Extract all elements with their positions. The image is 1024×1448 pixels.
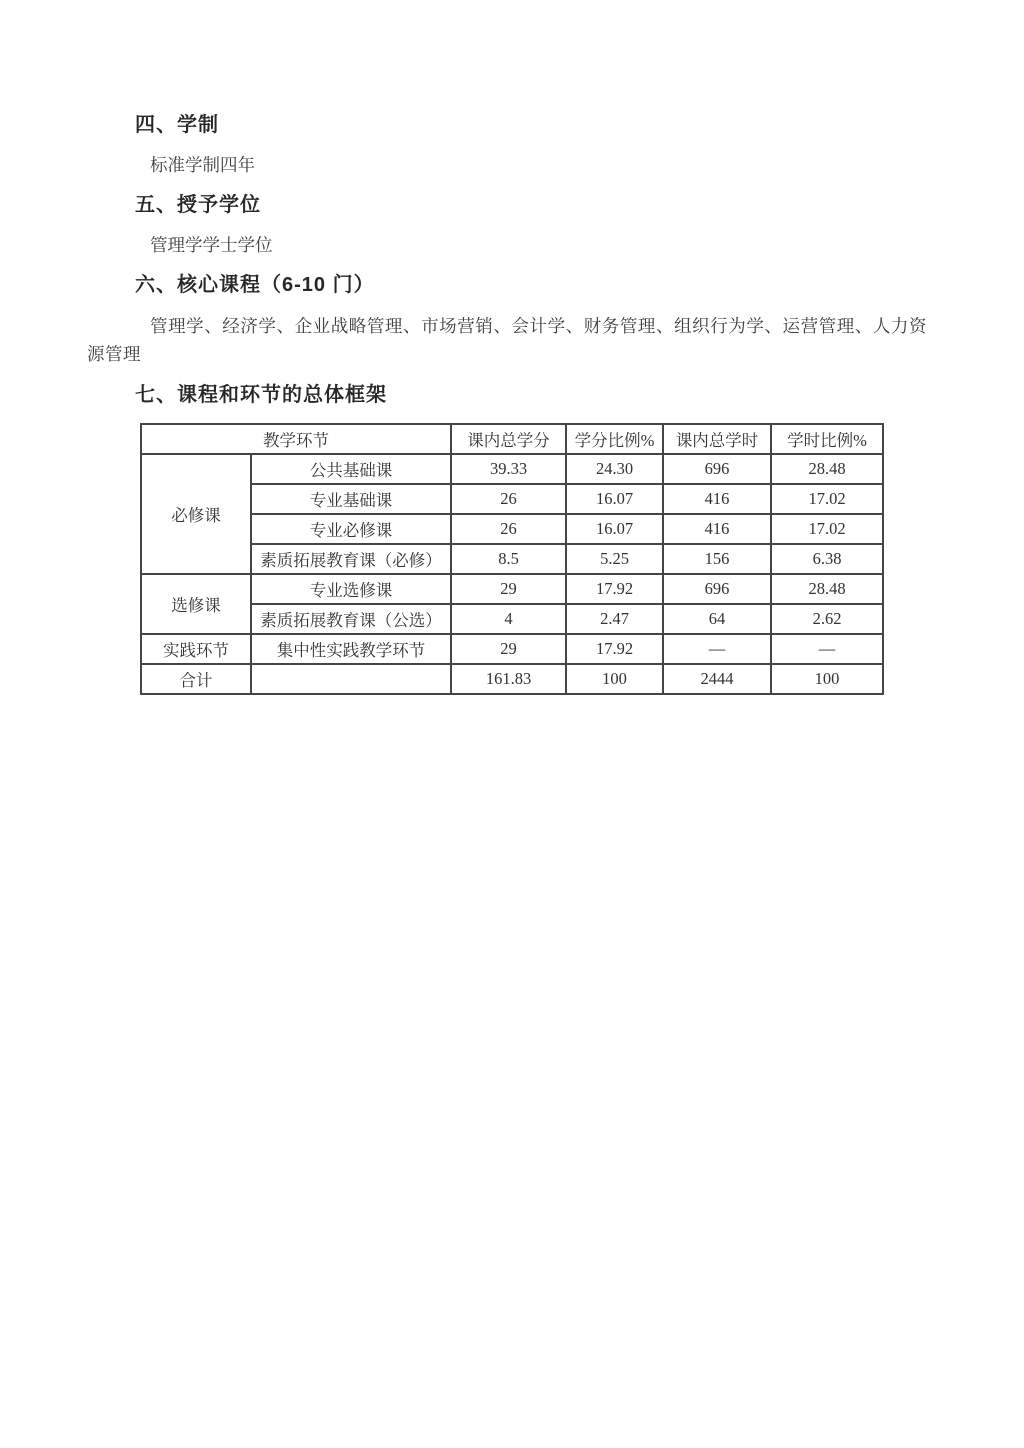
row-group-label-elective: 选修课 bbox=[141, 574, 251, 634]
credits-cell: 26 bbox=[451, 514, 566, 544]
table-row bbox=[141, 454, 883, 484]
framework-table bbox=[140, 423, 884, 695]
header-cell-credit-percent: 学分比例% bbox=[566, 424, 663, 454]
course-name-cell: 专业基础课 bbox=[251, 484, 451, 514]
credit-pct-cell: 2.47 bbox=[566, 604, 663, 634]
credits-cell: 8.5 bbox=[451, 544, 566, 574]
table-header-row bbox=[141, 424, 883, 454]
header-cell-teaching-segment: 教学环节 bbox=[141, 424, 451, 454]
total-label-cell: 合计 bbox=[141, 664, 251, 694]
credits-cell: 26 bbox=[451, 484, 566, 514]
course-name-cell: 专业选修课 bbox=[251, 574, 451, 604]
credits-cell: 29 bbox=[451, 634, 566, 664]
table-total-row bbox=[141, 664, 883, 694]
hour-pct-cell: 28.48 bbox=[771, 574, 883, 604]
row-group-label-practice: 实践环节 bbox=[141, 634, 251, 664]
section-7-heading: 七、课程和环节的总体框架 bbox=[135, 384, 387, 406]
hour-pct-cell: 2.62 bbox=[771, 604, 883, 634]
row-group-label-required: 必修课 bbox=[141, 454, 251, 574]
section-5-heading: 五、授予学位 bbox=[135, 194, 261, 216]
hours-cell: 696 bbox=[663, 574, 771, 604]
header-cell-total-credits: 课内总学分 bbox=[451, 424, 566, 454]
hour-pct-cell: 17.02 bbox=[771, 484, 883, 514]
hours-cell: 416 bbox=[663, 484, 771, 514]
table-row bbox=[141, 544, 883, 574]
header-cell-total-hours: 课内总学时 bbox=[663, 424, 771, 454]
credit-pct-cell: 24.30 bbox=[566, 454, 663, 484]
hours-cell: 64 bbox=[663, 604, 771, 634]
table-row bbox=[141, 514, 883, 544]
table-row bbox=[141, 634, 883, 664]
section-5-body: 管理学学士学位 bbox=[150, 235, 273, 255]
hour-pct-cell: — bbox=[771, 634, 883, 664]
hours-cell: 696 bbox=[663, 454, 771, 484]
credit-pct-cell: 5.25 bbox=[566, 544, 663, 574]
course-name-cell: 公共基础课 bbox=[251, 454, 451, 484]
total-credits-cell: 161.83 bbox=[451, 664, 566, 694]
hour-pct-cell: 6.38 bbox=[771, 544, 883, 574]
total-hours-cell: 2444 bbox=[663, 664, 771, 694]
section-4-body: 标准学制四年 bbox=[150, 155, 255, 175]
total-credit-pct-cell: 100 bbox=[566, 664, 663, 694]
course-name-cell: 素质拓展教育课（必修） bbox=[251, 544, 451, 574]
section-6-body: 管理学、经济学、企业战略管理、市场营销、会计学、财务管理、组织行为学、运营管理、人力资源管理 bbox=[87, 316, 927, 364]
table-row bbox=[141, 574, 883, 604]
header-cell-hour-percent: 学时比例% bbox=[771, 424, 883, 454]
credit-pct-cell: 16.07 bbox=[566, 514, 663, 544]
table-row bbox=[141, 604, 883, 634]
credit-pct-cell: 17.92 bbox=[566, 634, 663, 664]
hours-cell: 156 bbox=[663, 544, 771, 574]
course-name-cell: 专业必修课 bbox=[251, 514, 451, 544]
course-name-cell: 集中性实践教学环节 bbox=[251, 634, 451, 664]
section-6-heading: 六、核心课程（6-10 门） bbox=[135, 274, 375, 296]
credits-cell: 39.33 bbox=[451, 454, 566, 484]
credit-pct-cell: 17.92 bbox=[566, 574, 663, 604]
credits-cell: 4 bbox=[451, 604, 566, 634]
hour-pct-cell: 28.48 bbox=[771, 454, 883, 484]
hours-cell: — bbox=[663, 634, 771, 664]
hours-cell: 416 bbox=[663, 514, 771, 544]
section-4-heading: 四、学制 bbox=[135, 114, 219, 136]
document-content bbox=[87, 112, 927, 695]
credit-pct-cell: 16.07 bbox=[566, 484, 663, 514]
total-empty-cell bbox=[251, 664, 451, 694]
course-name-cell: 素质拓展教育课（公选） bbox=[251, 604, 451, 634]
hour-pct-cell: 17.02 bbox=[771, 514, 883, 544]
credits-cell: 29 bbox=[451, 574, 566, 604]
total-hour-pct-cell: 100 bbox=[771, 664, 883, 694]
table-row bbox=[141, 484, 883, 514]
